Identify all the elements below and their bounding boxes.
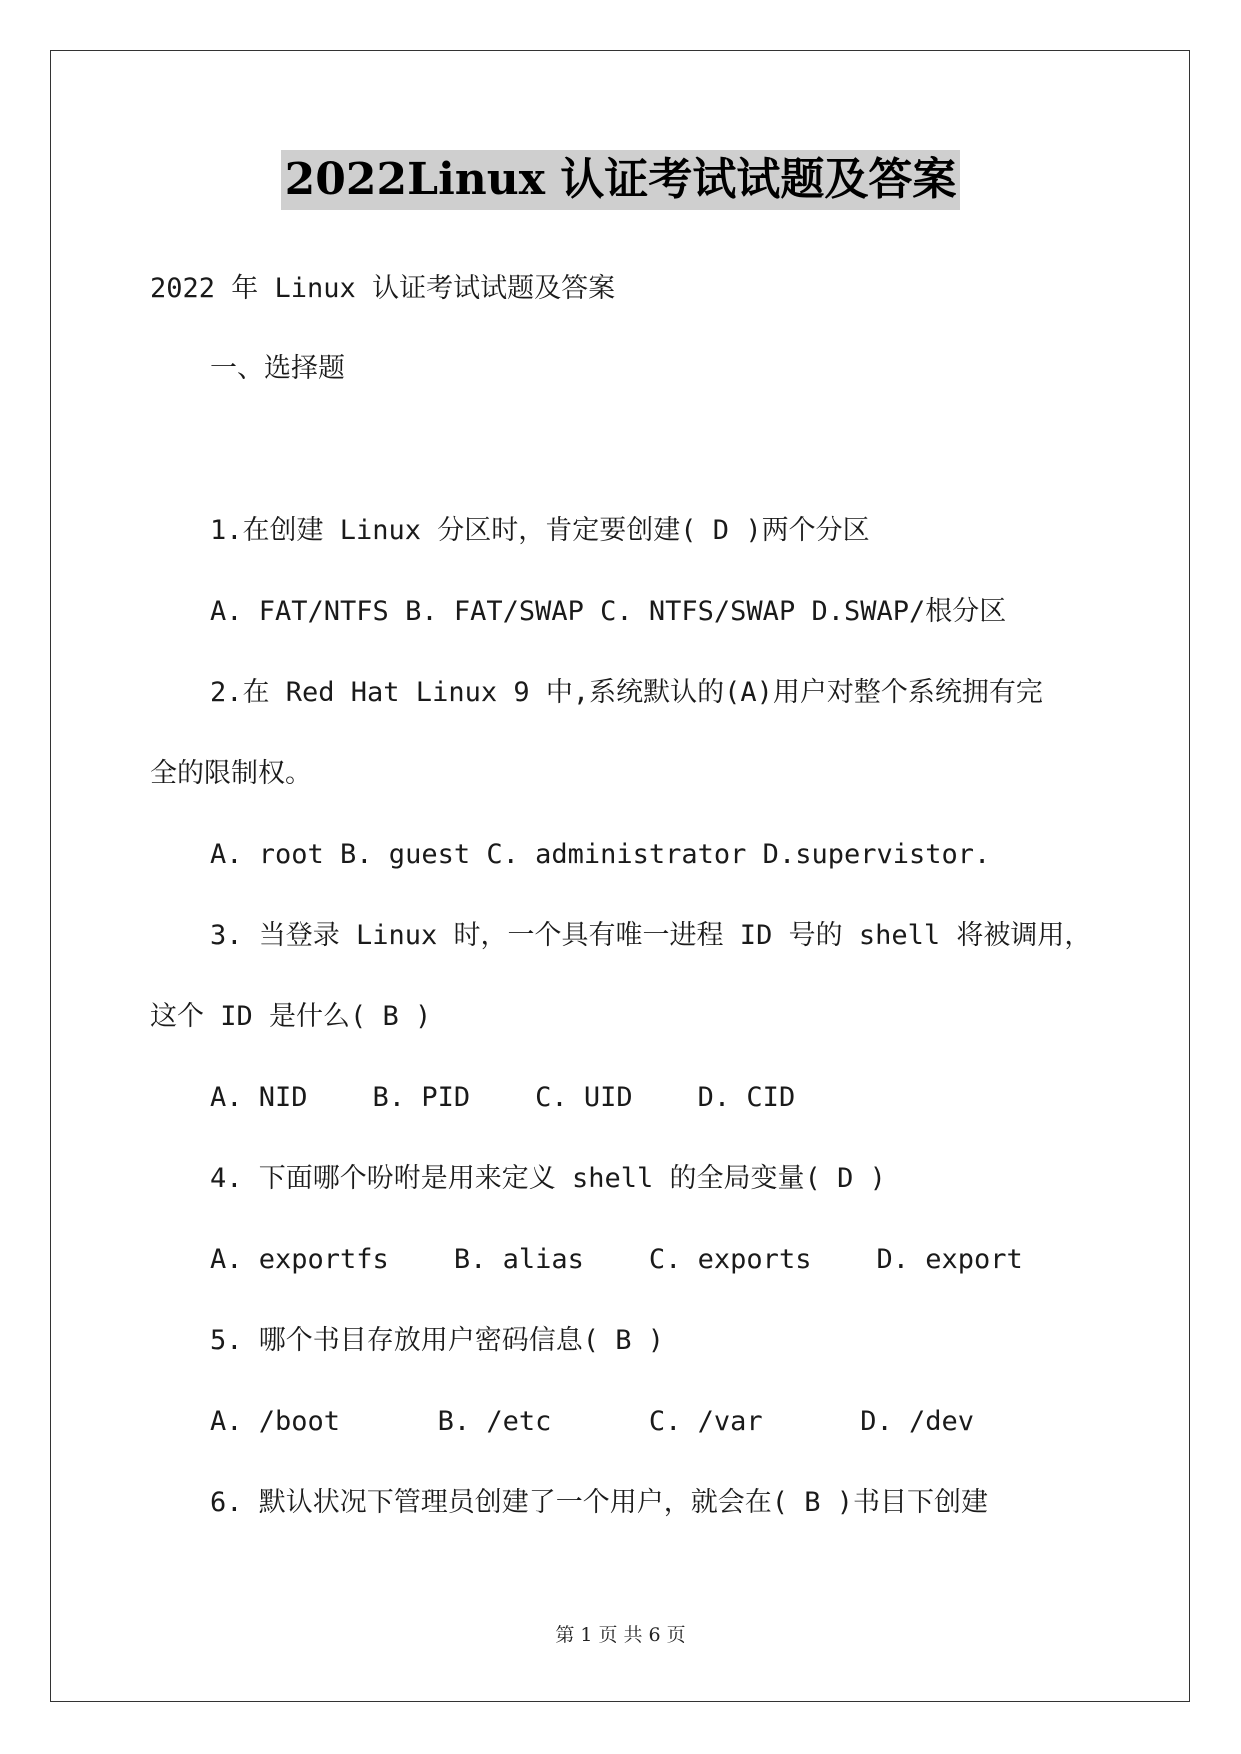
title-container xyxy=(0,150,1241,210)
question-2-options: A. root B. guest C. administrator D.supervistor. xyxy=(210,839,991,870)
question-1-options: A. FAT/NTFS B. FAT/SWAP C. NTFS/SWAP D.SWAP/根分区 xyxy=(210,596,1007,627)
section-heading: 一、选择题 xyxy=(210,353,345,384)
question-5-options: A. /boot B. /etc C. /var D. /dev xyxy=(210,1406,975,1437)
question-4: 4. 下面哪个吩咐是用来定义 shell 的全局变量( D ) xyxy=(210,1163,886,1194)
question-3: 3. 当登录 Linux 时，一个具有唯一进程 ID 号的 shell 将被调用， xyxy=(210,920,1092,951)
question-1: 1.在创建 Linux 分区时，肯定要创建( D )两个分区 xyxy=(210,515,870,546)
page-footer: 第 1 页 共 6 页 xyxy=(555,1624,686,1646)
question-4-options: A. exportfs B. alias C. exports D. export xyxy=(210,1244,1023,1275)
question-2: 2.在 Red Hat Linux 9 中,系统默认的(A)用户对整个系统拥有完 xyxy=(210,677,1043,708)
question-5: 5. 哪个书目存放用户密码信息( B ) xyxy=(210,1325,665,1356)
question-2-continued: 全的限制权。 xyxy=(150,758,312,789)
document-subtitle: 2022 年 Linux 认证考试试题及答案 xyxy=(150,273,616,304)
question-6: 6. 默认状况下管理员创建了一个用户，就会在( B )书目下创建 xyxy=(210,1487,989,1518)
question-3-continued: 这个 ID 是什么( B ) xyxy=(150,1001,432,1032)
document-title: 2022Linux 认证考试试题及答案 xyxy=(281,150,961,210)
question-3-options: A. NID B. PID C. UID D. CID xyxy=(210,1082,796,1113)
